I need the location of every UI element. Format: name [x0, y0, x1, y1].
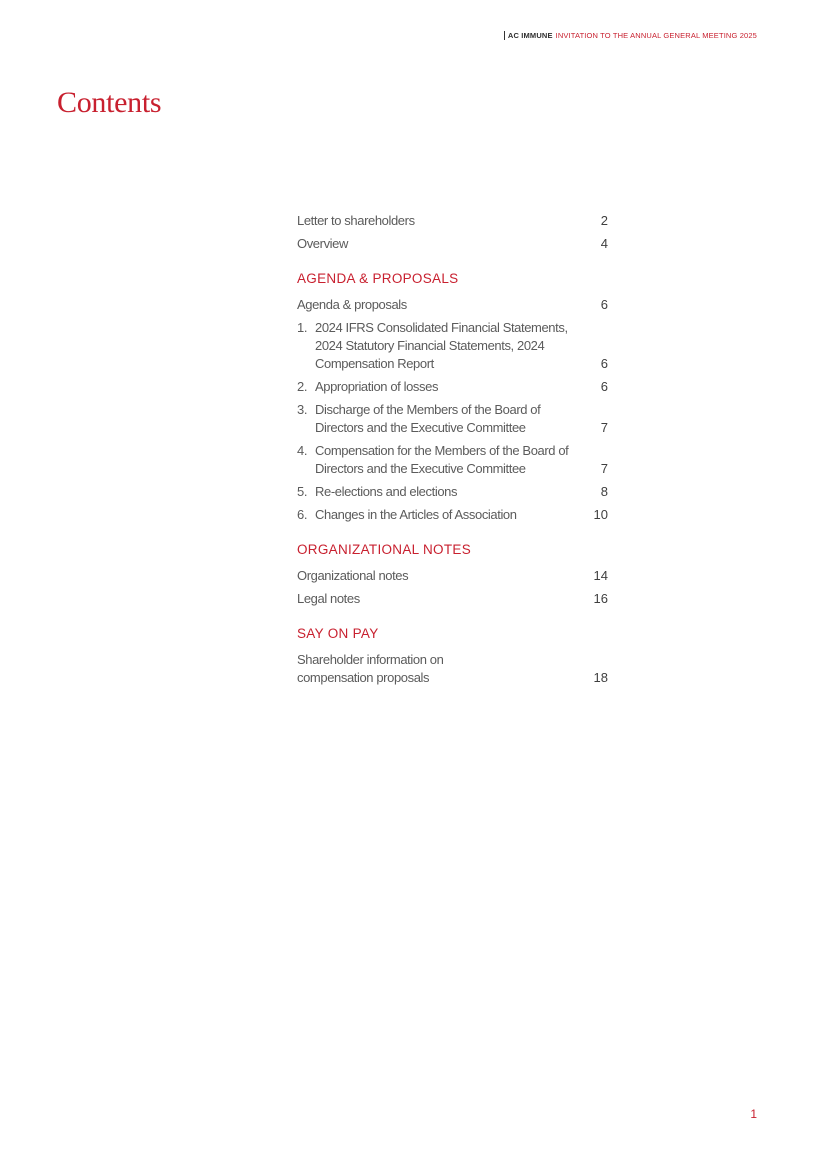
section-heading-agenda: AGENDA & PROPOSALS [297, 271, 459, 286]
toc-entry-page: 18 [593, 670, 608, 685]
toc-entry-label: 2024 IFRS Consolidated Financial Statements, 2024 Statutory Financial Statements, 2024 Compensation Report [315, 320, 568, 371]
toc-entry[interactable] [297, 319, 608, 373]
toc-entry-label: Shareholder information on compensation proposals [297, 652, 444, 685]
page-title: Contents [57, 86, 162, 119]
toc-entry-label: Re-elections and elections [315, 484, 458, 499]
toc-entry-label: Overview [297, 236, 348, 251]
toc-entry-number: 1. [297, 320, 308, 335]
toc-entry[interactable] [297, 296, 608, 314]
toc-entry[interactable] [297, 483, 608, 501]
toc-entry-label: Organizational notes [297, 568, 409, 583]
toc-entry-page: 4 [600, 236, 608, 251]
toc-entry[interactable] [297, 378, 608, 396]
toc-entry[interactable] [297, 651, 608, 687]
header-divider [504, 31, 505, 40]
header-subtitle: INVITATION TO THE ANNUAL GENERAL MEETING 2025 [555, 31, 757, 40]
toc-entry-letter[interactable] [297, 212, 608, 230]
toc-entry-label: Agenda & proposals [297, 297, 407, 312]
toc-entry[interactable] [297, 401, 608, 437]
toc-entry-page: 10 [593, 507, 608, 522]
toc-entry-number: 5. [297, 484, 308, 499]
toc-entry-page: 7 [600, 420, 608, 435]
toc-entry-number: 6. [297, 507, 308, 522]
toc-entry[interactable] [297, 590, 608, 608]
toc-entry-page: 8 [600, 484, 608, 499]
toc-entry-label: Appropriation of losses [315, 379, 439, 394]
running-header [504, 31, 757, 40]
toc-entry-page: 6 [600, 379, 608, 394]
toc-entry-page: 7 [600, 461, 608, 476]
toc-entry-label: Changes in the Articles of Association [315, 507, 517, 522]
toc-entry-page: 2 [600, 213, 608, 228]
toc-entry[interactable] [297, 567, 608, 585]
toc-entry-label: Letter to shareholders [297, 213, 415, 228]
toc-entry-page: 6 [600, 356, 608, 371]
toc-entry-label: Discharge of the Members of the Board of Directors and the Executive Committee [315, 402, 541, 435]
table-of-contents [297, 212, 608, 692]
page-number: 1 [750, 1107, 757, 1121]
toc-entry-page: 16 [593, 591, 608, 606]
toc-entry-number: 4. [297, 443, 308, 458]
toc-entry-number: 3. [297, 402, 308, 417]
toc-entry-page: 14 [593, 568, 608, 583]
toc-entry[interactable] [297, 442, 608, 478]
toc-entry-number: 2. [297, 379, 308, 394]
toc-entry[interactable] [297, 506, 608, 524]
toc-entry-overview[interactable] [297, 235, 608, 253]
section-heading-say-on-pay: SAY ON PAY [297, 626, 379, 641]
toc-entry-label: Compensation for the Members of the Board of Directors and the Executive Committee [315, 443, 569, 476]
toc-entry-page: 6 [600, 297, 608, 312]
section-heading-organizational: ORGANIZATIONAL NOTES [297, 542, 472, 557]
header-brand: AC IMMUNE [507, 31, 553, 40]
toc-entry-label: Legal notes [297, 591, 360, 606]
